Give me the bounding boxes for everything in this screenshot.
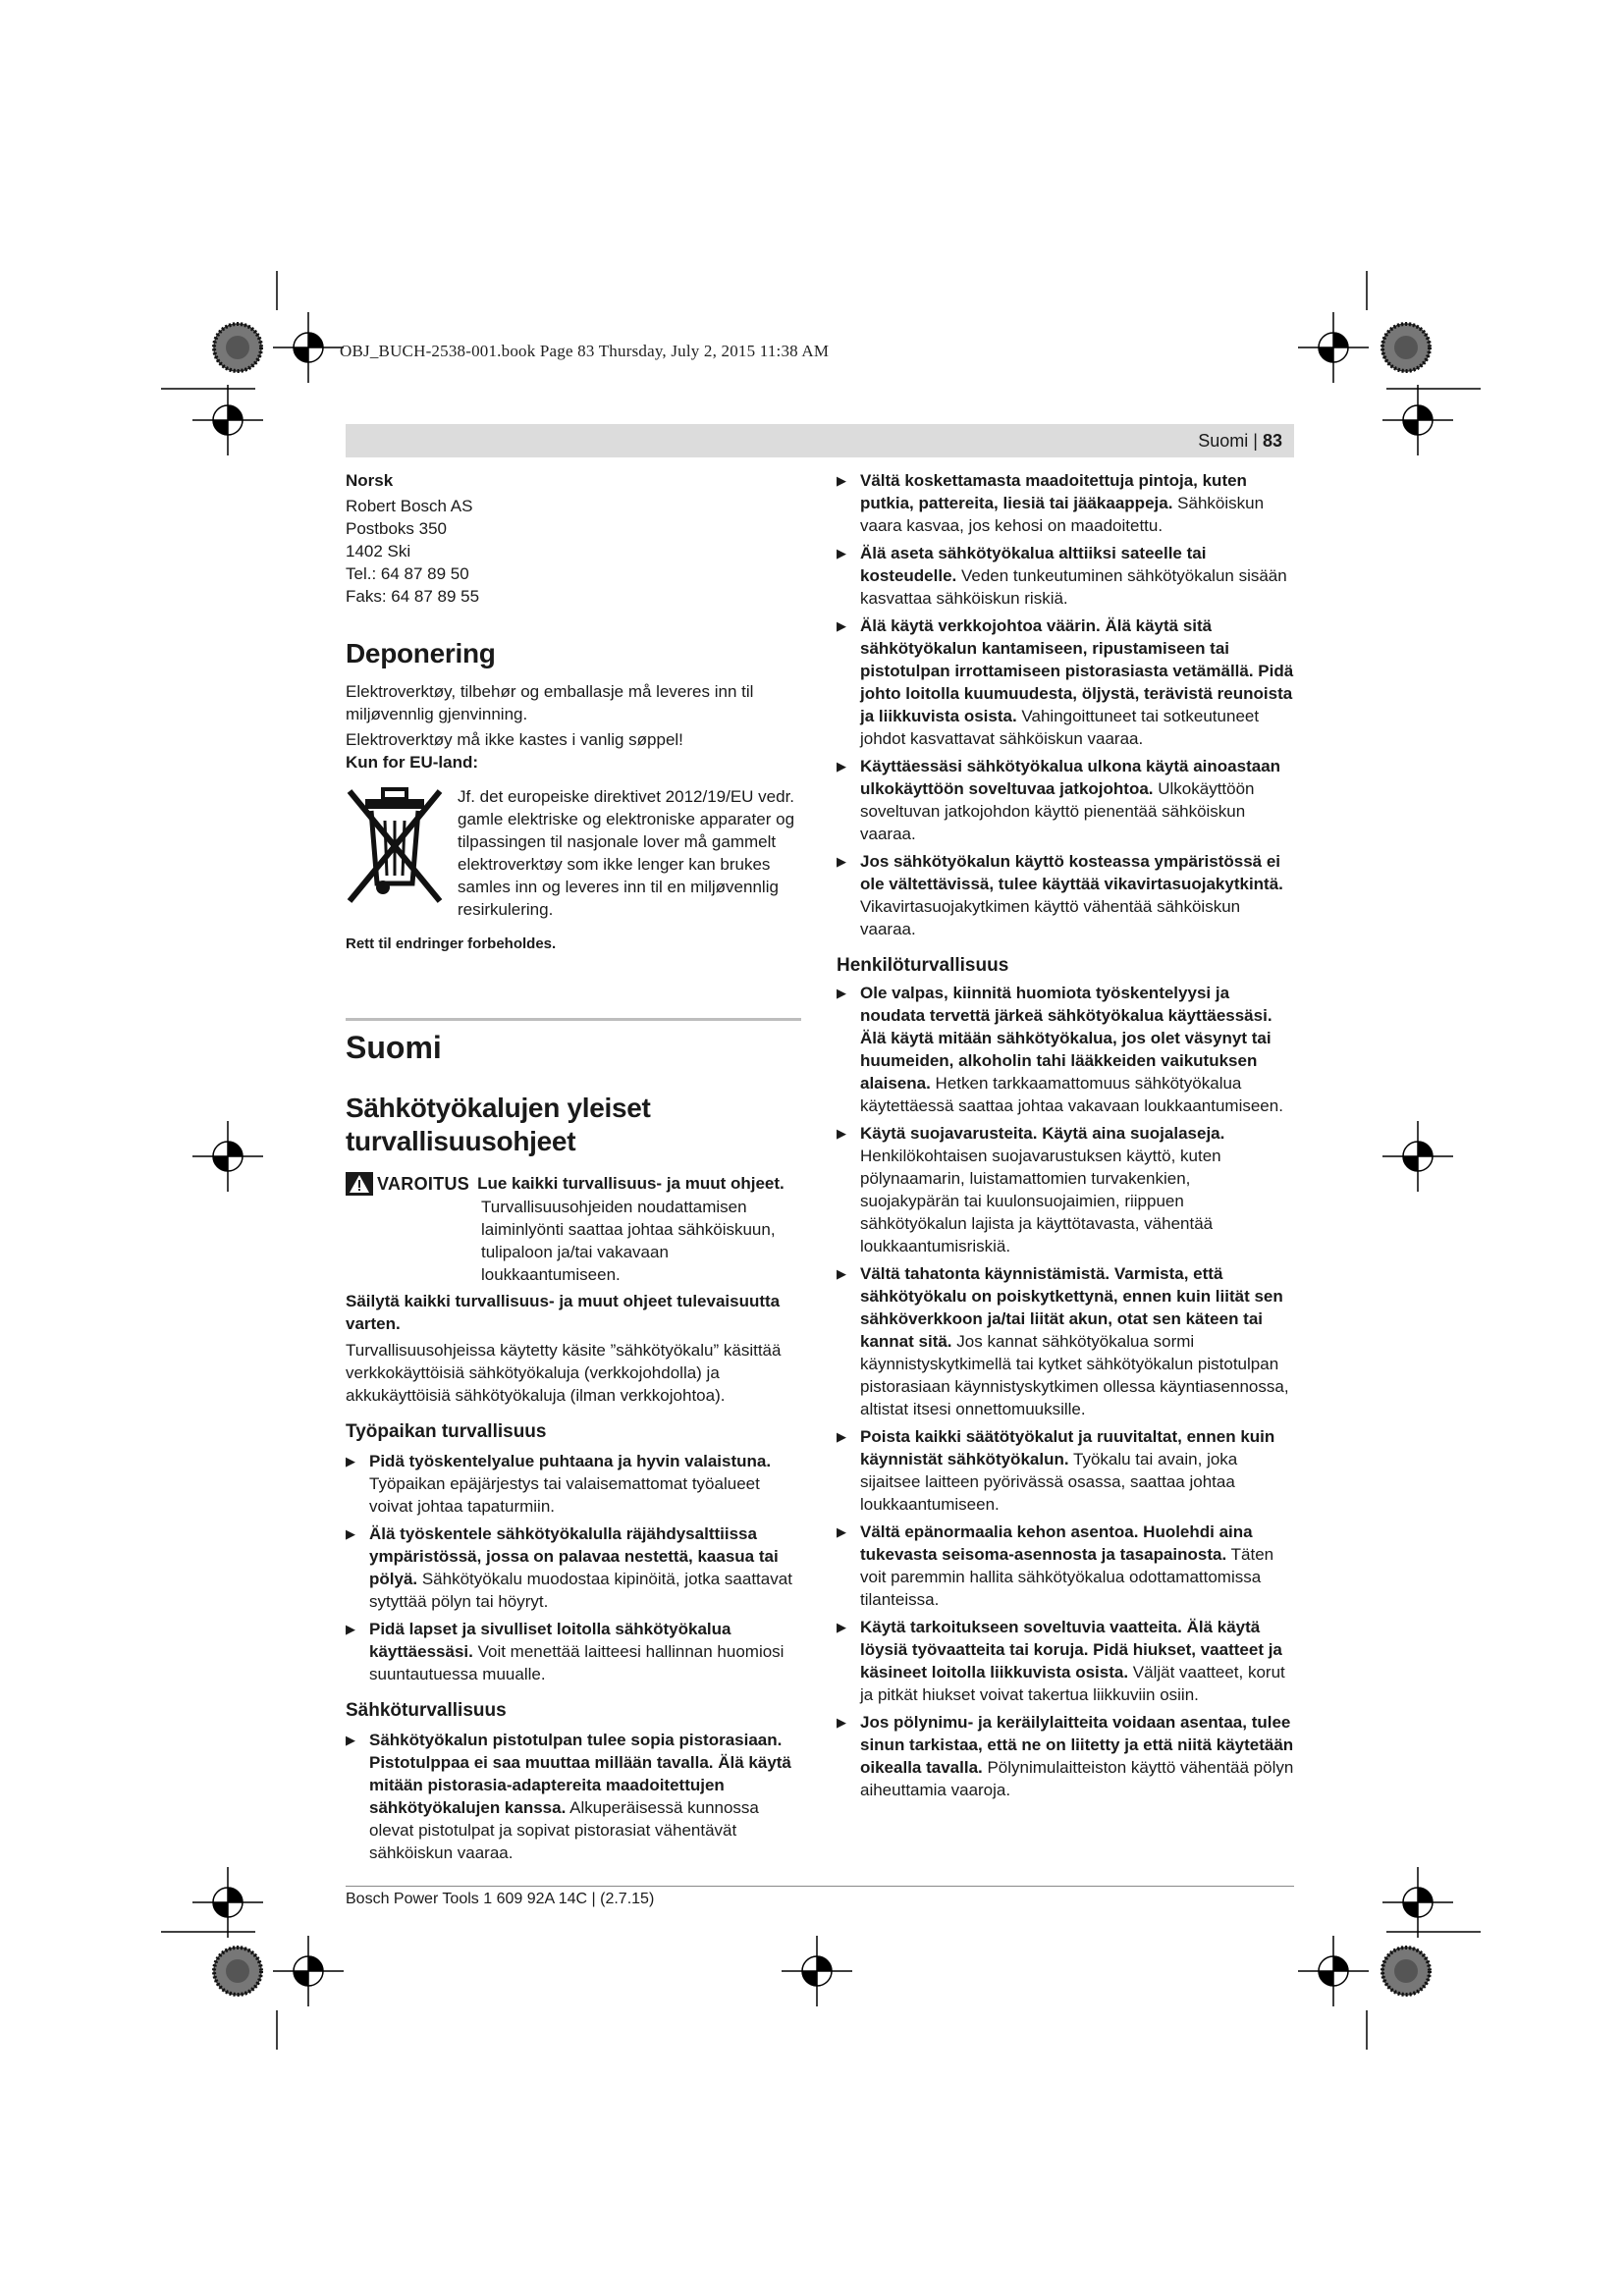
definition-text: Turvallisuusohjeissa käytetty käsite ”sähkötyökalu” käsittää verkkokäyttöisiä sähkötyökaluja (verkkojohdolla) ja akkukäyttöisiä sähkötyökaluja (ilman verkkojohtoa). [346, 1341, 782, 1405]
crossed-bin-icon [346, 785, 444, 907]
list-item: ▶ Älä työskentele sähkötyökalulla räjähdysalttiissa ympäristössä, jossa on palavaa nestettä, kaasua tai pölyä. Sähkötyökalu muodostaa kipinöitä, jotka saattavat sytyttää pölyn tai höyryt. [346, 1524, 792, 1611]
deponering-paragraph: Elektroverktøy, tilbehør og emballasje må leveres inn til miljøvennlig gjenvinning. [346, 682, 754, 723]
bullet-arrow-icon: ▶ [837, 1715, 846, 1730]
page-header: Suomi | 83 [1198, 431, 1282, 451]
bullet-arrow-icon: ▶ [837, 1126, 846, 1141]
weee-text: Jf. det europeiske direktivet 2012/19/EU vedr. gamle elektriske og elektroniske apparater og tilpassingen til nasjonale lover må gammelt elektroverktøy som ikke lenger kan brukes samles inn og leveres inn til en miljøvennlig resirkulering. [458, 787, 795, 919]
bullet-arrow-icon: ▶ [837, 546, 846, 561]
electrical-safety-list [346, 1729, 801, 1864]
list-item: ▶ Ole valpas, kiinnitä huomiota työskentelyysi ja noudata tervettä järkeä sähkötyökalua käyttäessäsi. Älä käytä mitään sähkötyökalua, jos olet väsynyt tai huumeiden, alkoholin tahi lääkkeiden vaikutuksen alaisena. Hetken tarkkaamattomuus sähkötyökalua käytettäessä saattaa johtaa vakavaan loukkaantumiseen. [837, 984, 1283, 1115]
list-item: ▶ Älä käytä verkkojohtoa väärin. Älä käytä sitä sähkötyökalun kantamiseen, ripustamiseen tai pistotulpan irrottamiseen pistorasiasta vetämällä. Pidä johto loitolla kuumuudesta, öljystä, terävistä reunoista ja liikkuvista osista. Vahingoittuneet tai sotkeutuneet johdot kasvattavat sähköiskun vaaraa. [837, 616, 1294, 748]
list-item: ▶ Jos sähkötyökalun käyttö kosteassa ympäristössä ei ole vältettävissä, tulee käyttää vikavirtasuojakytkintä. Vikavirtasuojakytkimen käyttö vähentää sähköiskun vaaraa. [837, 852, 1283, 938]
bullet-arrow-icon: ▶ [346, 1526, 355, 1541]
deponering-paragraph: Elektroverktøy må ikke kastes i vanlig søppel! [346, 730, 683, 749]
bullet-arrow-icon: ▶ [837, 986, 846, 1000]
bullet-arrow-icon: ▶ [837, 473, 846, 488]
bullet-arrow-icon: ▶ [837, 1266, 846, 1281]
warning-word: VAROITUS [377, 1173, 470, 1194]
address-line: Postboks 350 [346, 519, 448, 538]
bullet-arrow-icon: ▶ [837, 1620, 846, 1634]
personal-safety-heading: Henkilöturvallisuus [837, 955, 1009, 976]
suomi-heading: Suomi [346, 1030, 442, 1065]
warning-block [346, 1172, 801, 1286]
safety-heading: Sähkötyökalujen yleiset turvallisuusohjeet [346, 1093, 651, 1156]
left-column [346, 469, 801, 1864]
warning-text: Turvallisuusohjeiden noudattamisen laiminlyönti saattaa johtaa sähköiskuun, tulipaloon ja/tai vakavaan loukkaantumiseen. [481, 1198, 776, 1284]
page-number: 83 [1262, 431, 1282, 451]
bullet-arrow-icon: ▶ [346, 1454, 355, 1468]
bullet-arrow-icon: ▶ [837, 618, 846, 633]
bullet-arrow-icon: ▶ [837, 854, 846, 869]
address-line: Faks: 64 87 89 55 [346, 587, 480, 606]
warning-bold: Lue kaikki turvallisuus- ja muut ohjeet. [477, 1174, 785, 1193]
bullet-arrow-icon: ▶ [837, 1429, 846, 1444]
list-item: ▶ Jos pölynimu- ja keräilylaitteita voidaan asentaa, tulee sinun tarkistaa, että ne on liitetty ja että niitä käytetään oikealla tavalla. Pölynimulaitteiston käyttö vähentää pölyn aiheuttamia vaaroja. [837, 1713, 1294, 1799]
footer-rule [346, 1886, 1294, 1887]
list-item: ▶ Sähkötyökalun pistotulpan tulee sopia pistorasiaan. Pistotulppaa ei saa muuttaa millään tavalla. Älä käytä mitään pistorasia-adaptereita maadoitettujen sähkötyökalujen kanssa. Alkuperäisessä kunnossa olevat pistotulpat ja sopivat pistorasiat vähentävät sähköiskun vaaraa. [346, 1731, 791, 1862]
list-item: ▶ Vältä tahatonta käynnistämistä. Varmista, että sähkötyökalu on poiskytkettynä, ennen kuin liität sen sähköverkkoon ja/tai liität akun, otat sen käteen tai kannat sitä. Jos kannat sähkötyökalua sormi käynnistyskytkimellä tai kytket sähkötyökalun pistotulpan pistorasiaan käynnistyskytkimen ollessa käyntiasennossa, altistat itsesi onnettomuuksille. [837, 1264, 1289, 1418]
list-item: ▶ Pidä työskentelyalue puhtaana ja hyvin valaistuna. Työpaikan epäjärjestys tai valaisemattomat työalueet voivat johtaa tapaturmiin. [346, 1452, 772, 1516]
page-footer: Bosch Power Tools 1 609 92A 14C | (2.7.15) [346, 1891, 655, 1907]
work-safety-list [346, 1450, 801, 1685]
list-item: ▶ Poista kaikki säätötyökalut ja ruuvitaltat, ennen kuin käynnistät sähkötyökalun. Työkalu tai avain, joka sijaitsee laitteen pyörivässä osassa, saattaa johtaa loukkaantumiseen. [837, 1427, 1275, 1514]
save-instructions: Säilytä kaikki turvallisuus- ja muut ohjeet tulevaisuutta varten. [346, 1292, 781, 1333]
personal-safety-list [837, 982, 1294, 1801]
weee-block [346, 785, 801, 921]
list-item: ▶ Käytä tarkoitukseen soveltuvia vaatteita. Älä käytä löysiä työvaatteita tai koruja. Pidä hiukset, vaatteet ja käsineet loitolla liikkuvista osista. Väljät vaatteet, korut ja pitkät hiukset voivat takertua liikkuviin osiin. [837, 1618, 1285, 1704]
warning-badge [346, 1172, 469, 1196]
book-info-line: OBJ_BUCH-2538-001.book Page 83 Thursday, July 2, 2015 11:38 AM [340, 342, 830, 360]
address-line: Tel.: 64 87 89 50 [346, 564, 469, 583]
norsk-heading: Norsk [346, 471, 394, 490]
bullet-arrow-icon: ▶ [346, 1622, 355, 1636]
address-block [346, 495, 801, 608]
list-item: ▶ Pidä lapset ja sivulliset loitolla sähkötyökalua käyttäessäsi. Voit menettää laitteesi hallinnan huomiosi suuntautuessa muualle. [346, 1620, 785, 1683]
warning-triangle-icon [346, 1172, 373, 1196]
electrical-safety-heading: Sähköturvallisuus [346, 1700, 507, 1721]
list-item: ▶ Vältä epänormaalia kehon asentoa. Huolehdi aina tukevasta seisoma-asennosta ja tasapainosta. Täten voit paremmin hallita sähkötyökalua odottamattomissa tilanteissa. [837, 1522, 1274, 1609]
list-item: ▶ Vältä koskettamasta maadoitettuja pintoja, kuten putkia, pattereita, liesiä tai jääkaappeja. Sähköiskun vaara kasvaa, jos kehosi on maadoitettu. [837, 471, 1265, 535]
right-column [837, 469, 1294, 1801]
bullet-arrow-icon: ▶ [837, 1524, 846, 1539]
address-line: 1402 Ski [346, 542, 411, 561]
electrical-safety-list-cont [837, 469, 1294, 940]
header-section: Suomi [1198, 431, 1249, 451]
section-divider [346, 1018, 801, 1021]
list-item: ▶ Käytä suojavarusteita. Käytä aina suojalaseja. Henkilökohtaisen suojavarustuksen käyttö, kuten pölynaamarin, luistamattomien turvakenkien, suojakypärän tai kuulonsuojaimien, riippuen sähkötyökalun lajista ja käyttötavasta, vähentää loukkaantumisriskiä. [837, 1124, 1225, 1255]
bullet-arrow-icon: ▶ [346, 1733, 355, 1747]
page-header-bar [346, 424, 1294, 457]
deponering-heading: Deponering [346, 638, 496, 668]
list-item: ▶ Käyttäessäsi sähkötyökalua ulkona käytä ainoastaan ulkokäyttöön soveltuvaa jatkojohtoa. Ulkokäyttöön soveltuvan jatkojohdon käyttö pienentää sähköiskun vaaraa. [837, 757, 1281, 843]
work-safety-heading: Työpaikan turvallisuus [346, 1421, 547, 1442]
eu-heading: Kun for EU-land: [346, 753, 479, 772]
list-item: ▶ Älä aseta sähkötyökalua alttiiksi sateelle tai kosteudelle. Veden tunkeutuminen sähkötyökalun sisään kasvattaa sähköiskun riskiä. [837, 544, 1287, 608]
rights-note: Rett til endringer forbeholdes. [346, 935, 557, 952]
bullet-arrow-icon: ▶ [837, 759, 846, 774]
address-line: Robert Bosch AS [346, 497, 473, 515]
